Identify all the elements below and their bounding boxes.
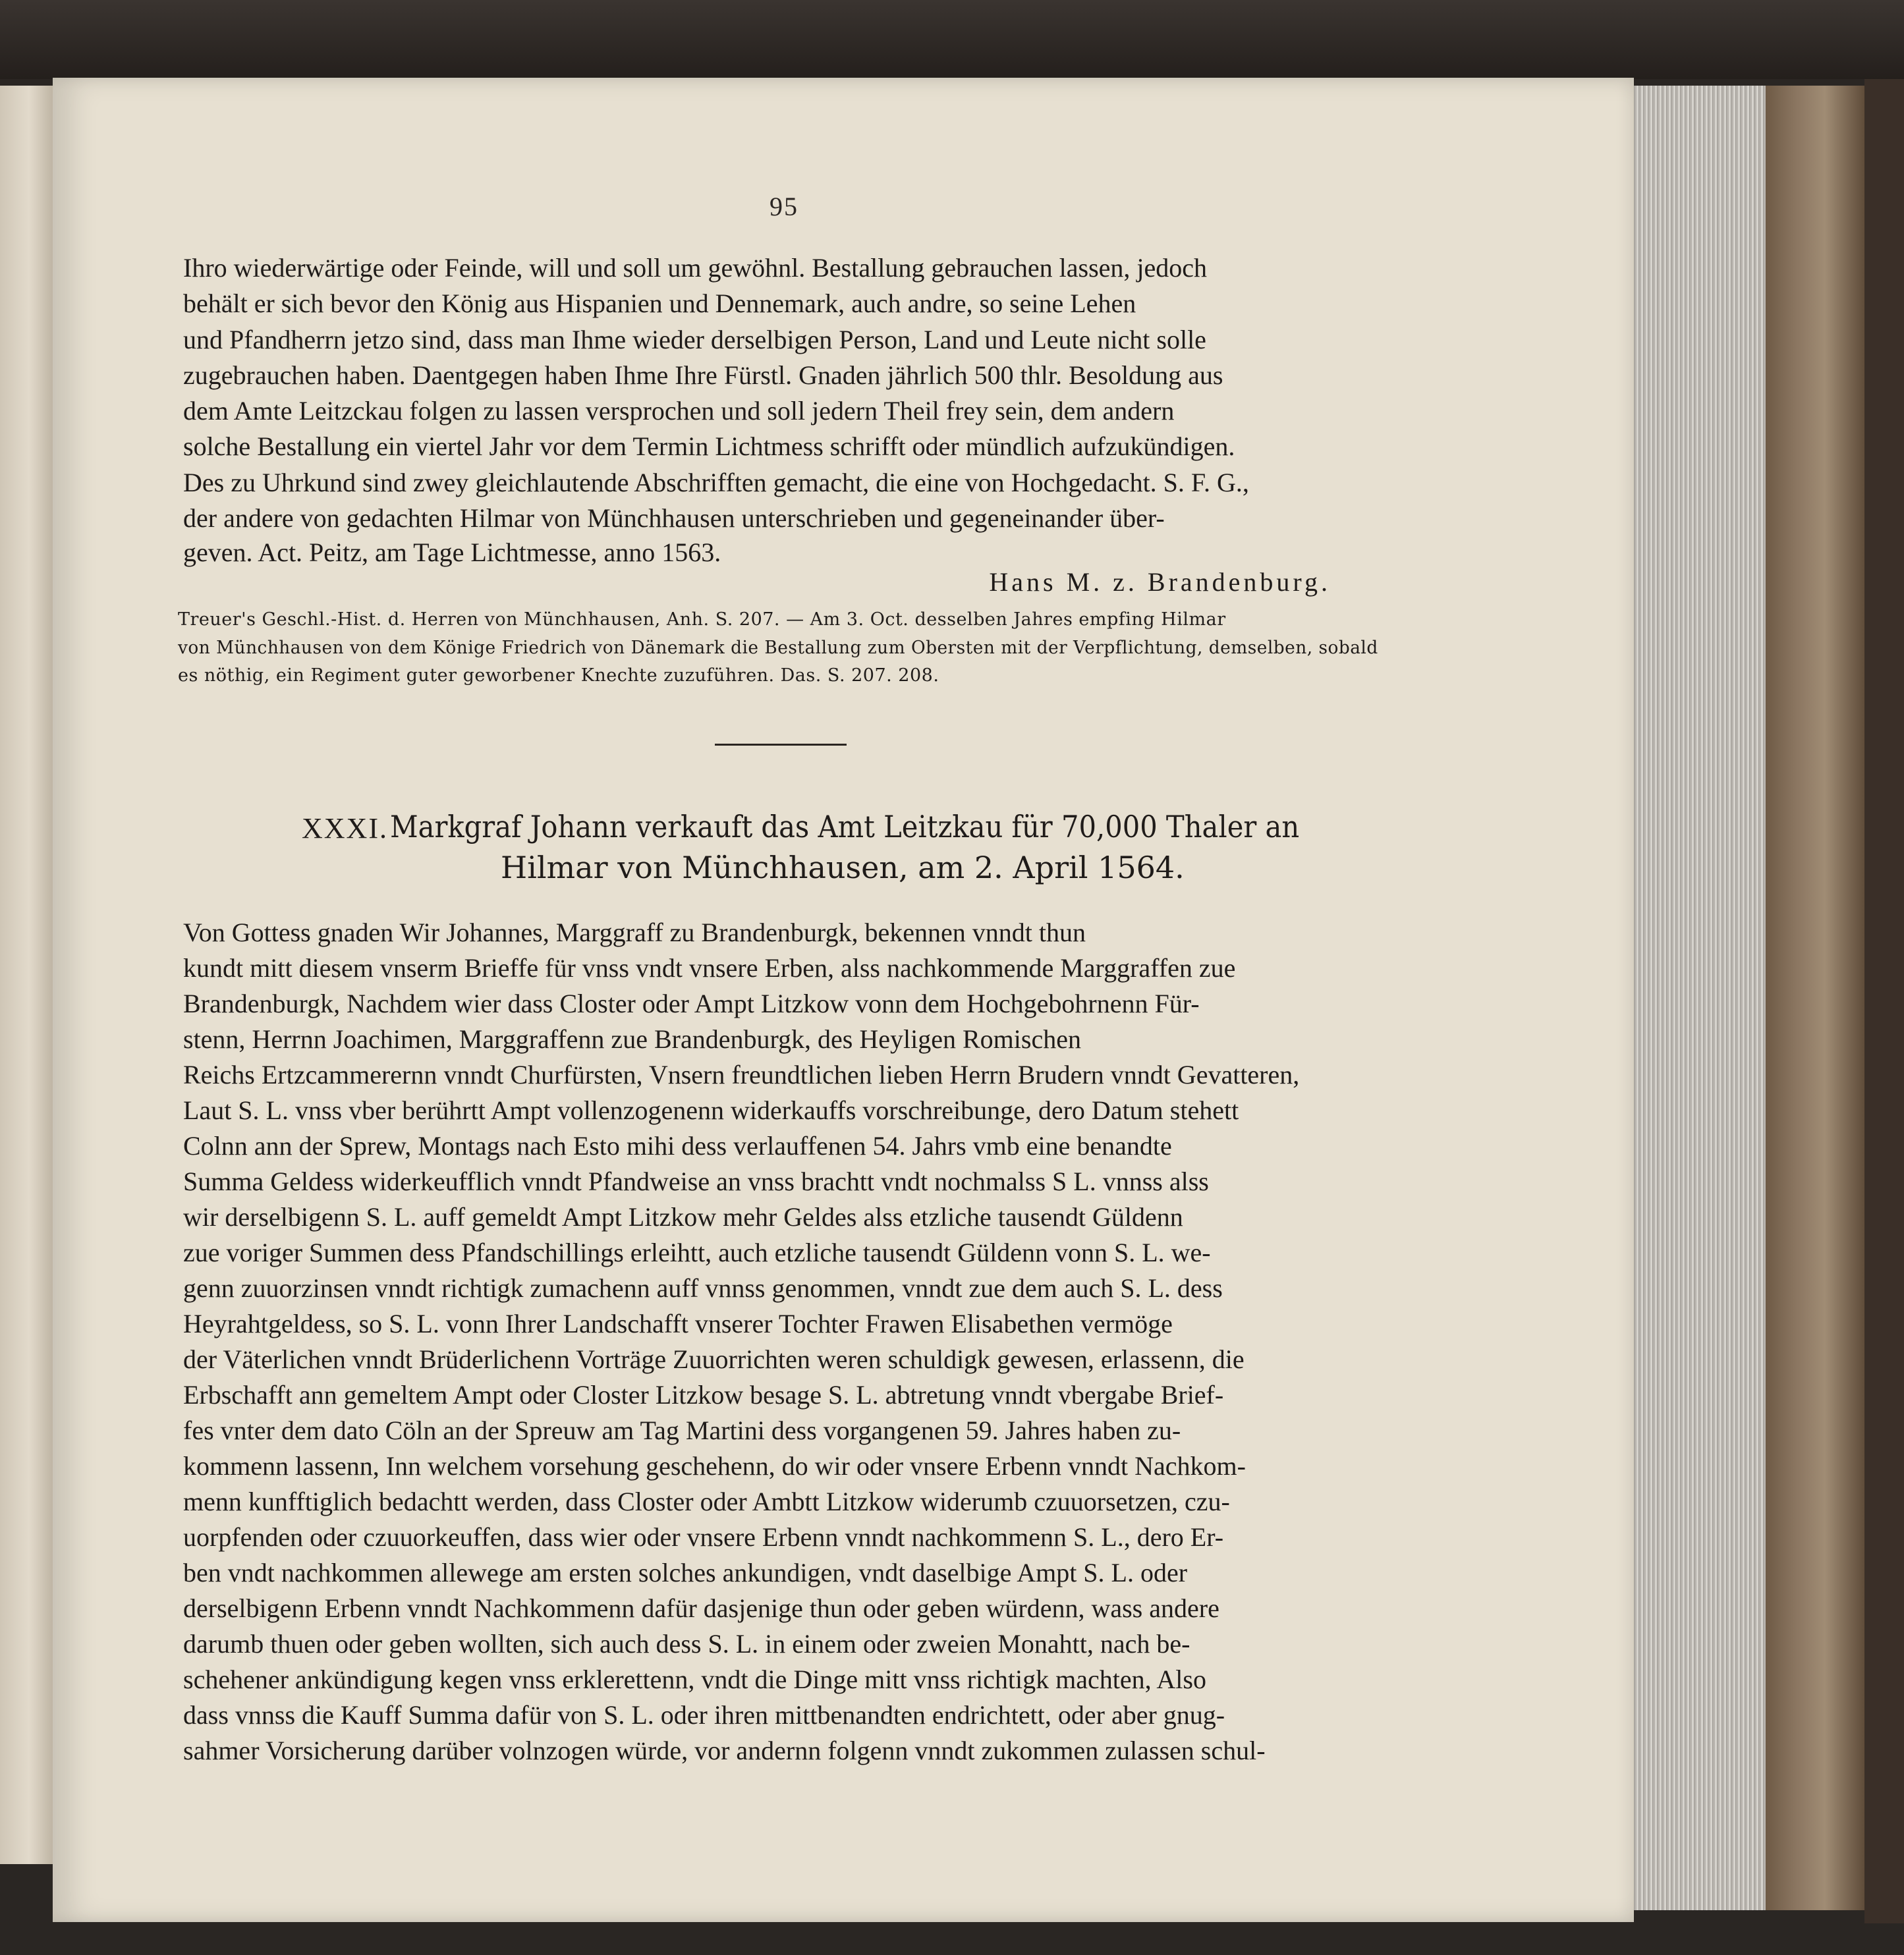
body-line: Brandenburgk, Nachdem wier dass Closter oder Ampt Litzkow vonn dem Hochgebohrnenn Für- [183,989,1200,1018]
body-line: Erbschafft ann gemeltem Ampt oder Closter Litzkow besage S. L. abtretung vnndt vbergabe Brief- [183,1380,1224,1410]
body-line: genn zuuorzinsen vnndt richtigk zumachenn auff vnnss genommen, vnndt zue dem auch S. L. dess [183,1273,1223,1303]
signature: Hans M. z. Brandenburg. [989,567,1331,597]
section-number: XXXI. [302,812,388,844]
book-top-edge [0,0,1904,79]
body-line: sahmer Vorsicherung darüber volnzogen würde, vor andernn folgenn vnndt zukommen zulassen schul- [183,1736,1266,1765]
body-line: der Väterlichen vnndt Brüderlichenn Vorträge Zuuorrichten weren schuldigk gewesen, erlassenn, die [183,1344,1245,1374]
marbled-cover-edge [1766,86,1864,1910]
body-line: kundt mitt diesem vnserm Brieffe für vnss vndt vnsere Erben, alss nachkommende Marggraffen zue [183,953,1236,983]
page-stack-edge [1621,86,1766,1910]
body-line: ben vndt nachkommen allewege am ersten solches ankundigen, vndt daselbige Ampt S. L. oder [183,1558,1188,1587]
body-line: Colnn ann der Sprew, Montags nach Esto mihi dess verlauffenen 54. Jahrs vmb eine benandte [183,1131,1172,1161]
footnote-line: von Münchhausen von dem Könige Friedrich von Dänemark die Bestallung zum Obersten mit der Verpflichtung, demselben, sobald [178,638,1378,658]
cover-binding [1864,79,1904,1923]
body-line: fes vnter dem dato Cöln an der Spreuw am Tag Martini dess vorgangenen 59. Jahres haben zu- [183,1416,1181,1445]
body-line: darumb thuen oder geben wollten, sich auch dess S. L. in einem oder zweien Monahtt, nach be- [183,1629,1190,1659]
section-heading: Markgraf Johann verkauft das Amt Leitzkau für 70,000 Thaler an [390,809,1300,844]
continuation-line: geven. Act. Peitz, am Tage Lichtmesse, anno 1563. [183,537,721,567]
body-line: uorpfenden oder czuuorkeuffen, dass wier oder vnsere Erbenn vnndt nachkommenn S. L., dero Er- [183,1522,1224,1552]
continuation-line: und Pfandherrn jetzo sind, dass man Ihme wieder derselbigen Person, Land und Leute nicht solle [183,325,1206,354]
continuation-line: der andere von gedachten Hilmar von Münchhausen unterschrieben und gegeneinander über- [183,503,1165,533]
continuation-line: dem Amte Leitzckau folgen zu lassen versprochen und soll jedern Theil frey sein, dem andern [183,396,1175,426]
continuation-line: solche Bestallung ein viertel Jahr vor dem Termin Lichtmess schrifft oder mündlich aufzukündigen. [183,431,1235,461]
continuation-line: Ihro wiederwärtige oder Feinde, will und soll um gewöhnl. Bestallung gebrauchen lassen, jedoch [183,253,1208,283]
body-line: stenn, Herrnn Joachimen, Marggraffenn zue Brandenburgk, des Heyligen Romischen [183,1024,1081,1054]
section-divider [715,744,847,746]
body-line: Heyrahtgeldess, so S. L. vonn Ihrer Landschafft vnserer Tochter Frawen Elisabethen vermöge [183,1309,1173,1338]
continuation-line: Des zu Uhrkund sind zwey gleichlautende Abschrifften gemacht, die eine von Hochgedacht. S. F. G., [183,468,1249,497]
page-number: 95 [770,192,798,221]
body-line: wir derselbigenn S. L. auff gemeldt Ampt Litzkow mehr Geldes alss etzliche tausendt Güldenn [183,1202,1183,1232]
section-heading: Hilmar von Münchhausen, am 2. April 1564. [501,850,1185,885]
body-line: dass vnnss die Kauff Summa dafür von S. L. oder ihren mittbenandten endrichtett, oder aber gnug- [183,1700,1225,1730]
body-line: menn kunfftiglich bedachtt werden, dass Closter oder Ambtt Litzkow widerumb czuuorsetzen, czu- [183,1487,1230,1516]
footnote-line: Treuer's Geschl.-Hist. d. Herren von Münchhausen, Anh. S. 207. — Am 3. Oct. desselben Jahres empfing Hilmar [178,609,1226,630]
left-page-edge [0,86,53,1864]
body-line: zue voriger Summen dess Pfandschillings erleihtt, auch etzliche tausendt Güldenn vonn S. L. we- [183,1238,1211,1267]
body-line: Summa Geldess widerkeufflich vnndt Pfandweise an vnss brachtt vndt nochmalss S L. vnnss alss [183,1167,1209,1196]
body-line: schehener ankündigung kegen vnss erklerettenn, vndt die Dinge mitt vnss richtigk machten, Also [183,1665,1206,1694]
body-line: Laut S. L. vnss vber berührtt Ampt vollenzogenenn widerkauffs vorschreibunge, dero Datum stehett [183,1095,1239,1125]
footnote-line: es nöthig, ein Regiment guter geworbener Knechte zuzuführen. Das. S. 207. 208. [178,665,939,686]
body-line: Von Gottess gnaden Wir Johannes, Marggraff zu Brandenburgk, bekennen vnndt thun [183,918,1086,947]
continuation-line: behält er sich bevor den König aus Hispanien und Dennemark, auch andre, so seine Lehen [183,289,1136,318]
body-line: kommenn lassenn, Inn welchem vorsehung geschehenn, do wir oder vnsere Erbenn vnndt Nachkom- [183,1451,1246,1481]
continuation-line: zugebrauchen haben. Daentgegen haben Ihme Ihre Fürstl. Gnaden jährlich 500 thlr. Besoldung aus [183,360,1223,390]
body-line: Reichs Ertzcammerernn vnndt Churfürsten, Vnsern freundtlichen lieben Herrn Brudern vnndt Gevatteren, [183,1060,1300,1089]
body-line: derselbigenn Erbenn vnndt Nachkommenn dafür dasjenige thun oder geben würdenn, wass andere [183,1593,1219,1623]
